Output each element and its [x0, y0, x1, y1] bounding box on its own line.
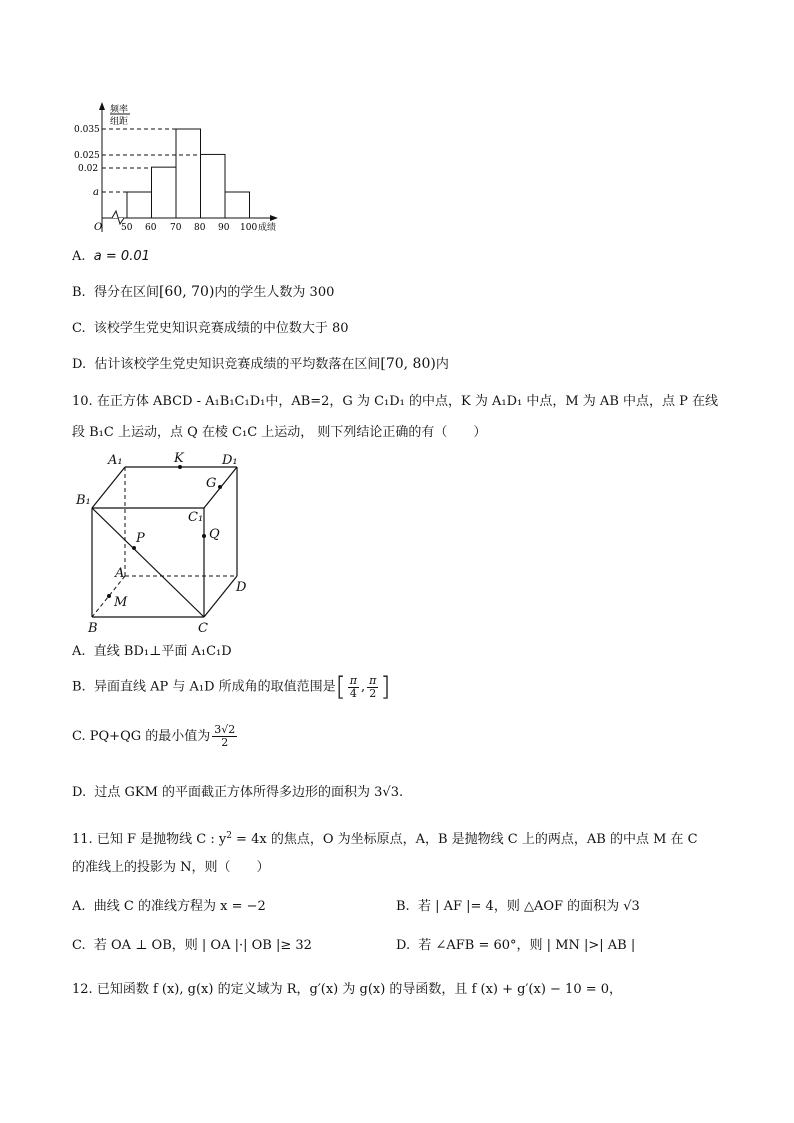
q10-option-b[interactable]: B. 异面直线 AP 与 A₁D 所成角的取值范围是[ $\frac{\pi}{4}$ , $\frac{\pi}{2}$ ]	[72, 672, 391, 702]
histogram-bar-1	[127, 192, 152, 218]
histogram-bar-4	[201, 154, 226, 218]
q9-d-label: D.	[72, 357, 87, 372]
y-tick-a: a	[93, 187, 99, 198]
ylabel-bottom: 组距	[110, 117, 129, 127]
q11-option-a[interactable]	[72, 899, 266, 915]
histogram-bars	[127, 129, 250, 218]
y-axis-arrow	[99, 102, 105, 110]
point-p	[132, 546, 136, 550]
label-c1: C₁	[188, 510, 204, 525]
fraction-pi-over-4: $\frac{\pi}{4}$	[349, 673, 358, 700]
q9-option-a[interactable]	[72, 249, 150, 265]
q10-stem-line1	[72, 394, 718, 410]
ylabel-top: 频率	[110, 105, 129, 115]
q9-a-math: a = 0.01	[93, 249, 150, 264]
label-m: M	[114, 595, 128, 610]
q9-b-label: B.	[72, 285, 86, 300]
x-tick-100: 100	[240, 223, 258, 233]
x-tick-70: 70	[170, 223, 182, 233]
q9-option-b[interactable]	[72, 284, 334, 301]
x-tick-50: 50	[121, 223, 133, 233]
y-tick-0.02: 0.02	[78, 164, 99, 174]
q9-d-interval: [70, 80)	[380, 356, 436, 372]
q9-option-d[interactable]	[72, 356, 449, 373]
label-d1: D₁	[222, 453, 238, 468]
close-bracket: ]	[380, 672, 391, 702]
q10-b-label: B.	[72, 679, 86, 695]
q11-c-text: 若 OA ⊥ OB，则 | OA |·| OB |≥ 32	[93, 938, 312, 953]
x-tick-80: 80	[194, 223, 206, 233]
q11-number: 11.	[72, 832, 93, 847]
label-k: K	[174, 451, 184, 466]
q10-line1: 在正方体 ABCD - A₁B₁C₁D₁中，AB=2，G 为 C₁D₁ 的中点，K 为 A₁D₁ 中点，M 为 AB 中点，点 P 在线	[96, 394, 719, 409]
q11-b-text: 若 | AF |= 4，则 △AOF 的面积为 √3	[417, 899, 640, 914]
label-a: A	[115, 566, 125, 581]
x-axis-label: 成绩	[258, 223, 277, 233]
q12-number: 12.	[72, 982, 93, 997]
label-g: G	[206, 476, 217, 491]
q10-b-text: 异面直线 AP 与 A₁D 所成角的取值范围是	[93, 679, 336, 695]
q10-c-text: PQ+QG 的最小值为	[89, 729, 211, 744]
q9-c-text: 该校学生党史知识竞赛成绩的中位数大于 80	[93, 321, 349, 336]
label-b: B	[88, 621, 98, 636]
x-axis-arrow	[270, 215, 278, 221]
cube-figure	[70, 448, 270, 638]
edge-c-d	[204, 576, 237, 617]
q11-line1a: 已知 F 是抛物线 C : y	[96, 832, 227, 847]
x-tick-90: 90	[218, 223, 230, 233]
label-q: Q	[209, 527, 220, 542]
edge-b1-a1	[92, 467, 125, 508]
label-a1: A₁	[108, 453, 123, 468]
q9-b-text2: 内的学生人数为 300	[214, 285, 335, 300]
q10-stem-line2	[72, 425, 486, 441]
frequency-histogram	[0, 0, 794, 240]
q10-a-text: 直线 BD₁⊥平面 A₁C₁D	[93, 644, 232, 659]
fraction-3root2-over-2: $\frac{3√2}{2}$	[214, 723, 236, 749]
histogram-bar-2	[152, 167, 177, 218]
q11-b-label: B.	[396, 899, 410, 914]
x-tick-labels	[121, 223, 257, 233]
label-b1: B₁	[76, 493, 91, 508]
q9-b-interval: [60, 70)	[158, 284, 215, 300]
point-q	[202, 534, 206, 538]
q10-option-d[interactable]	[72, 785, 403, 801]
q9-a-label: A.	[72, 249, 86, 264]
point-m	[107, 594, 111, 598]
q11-option-d[interactable]	[396, 938, 635, 954]
q11-c-label: C.	[72, 938, 86, 953]
q9-c-label: C.	[72, 321, 86, 336]
histogram-bar-3	[176, 129, 201, 218]
y-tick-0.035: 0.035	[74, 125, 100, 135]
q10-d-text: 过点 GKM 的平面截正方体所得多边形的面积为 3√3.	[94, 785, 404, 800]
q9-d-text1: 估计该校学生党史知识竞赛成绩的平均数落在区间	[94, 357, 381, 372]
q11-line1b: = 4x 的焦点，O 为坐标原点，A，B 是抛物线 C 上的两点，AB 的中点 M 在 C	[231, 832, 698, 847]
q10-option-a[interactable]	[72, 644, 232, 660]
label-p: P	[136, 531, 145, 546]
q9-d-text2: 内	[435, 357, 449, 372]
x-tick-60: 60	[145, 223, 157, 233]
q10-d-label: D.	[72, 785, 87, 800]
q9-option-c[interactable]	[72, 321, 349, 337]
q11-option-c[interactable]	[72, 938, 312, 954]
point-g	[218, 485, 222, 489]
q11-stem-line1	[72, 828, 698, 848]
q10-a-label: A.	[72, 644, 86, 659]
q11-a-label: A.	[72, 899, 86, 914]
q10-number: 10.	[72, 394, 93, 409]
q12-text: 已知函数 f (x), g(x) 的定义域为 R，g′(x) 为 g(x) 的导函数，且 f (x) + g′(x) − 10 = 0，	[96, 982, 623, 997]
open-bracket: [	[335, 672, 346, 702]
q11-line2: 的准线上的投影为 N，则（ ）	[72, 860, 270, 875]
label-d: D	[236, 580, 247, 595]
fraction-pi-over-2: $\frac{\pi}{2}$	[369, 673, 377, 700]
q11-a-text: 曲线 C 的准线方程为 x = −2	[93, 899, 266, 914]
q10-c-label: C.	[72, 729, 86, 744]
q11-d-text: 若 ∠AFB = 60°，则 | MN |>| AB |	[418, 938, 636, 953]
origin-label: O	[94, 222, 103, 233]
q11-stem-line2	[72, 860, 270, 876]
q11-option-b[interactable]	[396, 899, 640, 915]
y-tick-0.025: 0.025	[74, 151, 100, 161]
q11-d-label: D.	[396, 938, 411, 953]
q12-stem	[72, 982, 622, 998]
q10-option-c[interactable]	[72, 722, 239, 752]
q9-b-text1: 得分在区间	[93, 285, 159, 300]
q11-superscript: 2	[226, 831, 232, 841]
label-c: C	[198, 621, 208, 636]
histogram-bar-5	[225, 192, 250, 218]
q10-line2: 段 B₁C 上运动，点 Q 在棱 C₁C 上运动， 则下列结论正确的有（ ）	[72, 425, 487, 440]
